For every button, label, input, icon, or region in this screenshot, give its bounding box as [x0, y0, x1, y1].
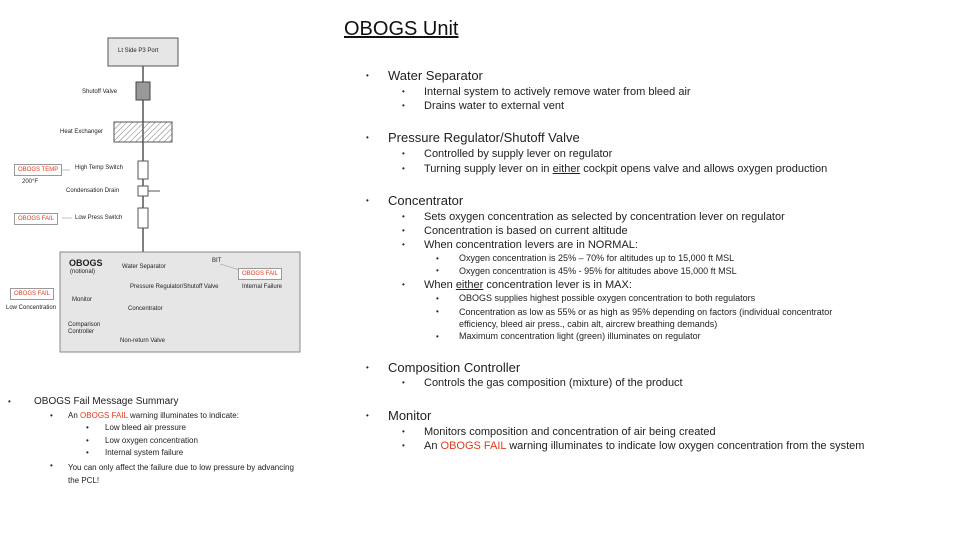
obogs-notional: (notional) — [70, 269, 96, 275]
comp-item1: Controls the gas composition (mixture) of the product — [424, 377, 683, 389]
internal-failure-label: Internal Failure — [242, 284, 283, 290]
temp-threshold: 200°F — [22, 179, 39, 185]
concentrator-heading: Concentrator — [388, 193, 464, 208]
bit-label: BIT — [212, 258, 222, 264]
conc-item2-bullet: • — [402, 226, 405, 235]
obogs-fail-low-press: OBOGS FAIL — [14, 213, 58, 225]
pr-item2-pre: Turning supply lever on in — [424, 163, 550, 175]
max3-bullet: • — [436, 332, 439, 341]
pr-item2-post: cockpit opens valve and allows oxygen production — [583, 163, 828, 175]
summary-item1-bullet: • — [50, 411, 53, 420]
pr-bullet: • — [366, 133, 369, 142]
heat-exchanger-label: Heat Exchanger — [60, 129, 104, 135]
summary-item1 — [68, 411, 239, 420]
obogs-label: OBOGS — [69, 258, 103, 268]
normal2-bullet: • — [436, 266, 439, 275]
max2-bullet: • — [436, 307, 439, 316]
pr-item2 — [424, 163, 827, 175]
summary-bullet: • — [8, 397, 11, 406]
obogs-fail-low-conc: OBOGS FAIL — [10, 288, 54, 300]
summary-item1-pre: An — [68, 411, 78, 420]
concentrator-label: Concentrator — [128, 306, 163, 312]
shutoff-valve-label: Shutoff Valve — [82, 89, 118, 95]
water-separator-heading: Water Separator — [388, 68, 483, 83]
conc-item2: Concentration is based on current altitude — [424, 225, 628, 237]
ws-bullet: • — [366, 71, 369, 80]
summary-item2: You can only affect the failure due to low pressure by advancing the PCL! — [68, 463, 294, 485]
conc-item1-bullet: • — [402, 212, 405, 221]
normal1-bullet: • — [436, 254, 439, 263]
mon-item2-post: warning illuminates to indicate low oxygen concentration from the system — [509, 440, 865, 452]
summary-sub1-bullet: • — [86, 423, 89, 432]
shutoff-valve-shape — [136, 82, 150, 100]
summary-sub2: Low oxygen concentration — [105, 436, 198, 445]
mon-item1: Monitors composition and concentration of air being created — [424, 426, 716, 438]
monitor-heading: Monitor — [388, 408, 432, 423]
summary-item1-post: warning illuminates to indicate: — [129, 411, 239, 420]
condensation-drain-shape — [138, 186, 148, 196]
summary-item2-bullet: • — [50, 461, 53, 470]
obogs-fail-warning-text: OBOGS FAIL — [80, 411, 128, 420]
summary-sub2-bullet: • — [86, 436, 89, 445]
mon-item2-pre: An — [424, 440, 438, 452]
ws-item2: Drains water to external vent — [424, 100, 565, 112]
conc-item3: When concentration levers are in NORMAL: — [424, 239, 638, 251]
mon-bullet: • — [366, 411, 369, 420]
mon-item1-bullet: • — [402, 427, 405, 436]
comp-item1-bullet: • — [402, 378, 405, 387]
normal-item1: Oxygen concentration is 25% – 70% for altitudes up to 15,000 ft MSL — [459, 253, 735, 263]
conc-item4-pre: When — [424, 279, 453, 291]
pressure-regulator-heading: Pressure Regulator/Shutoff Valve — [388, 130, 580, 145]
heat-exchanger-shape — [114, 122, 172, 142]
page-title: OBOGS Unit — [344, 18, 459, 40]
pr-item2-either: either — [552, 163, 581, 175]
pr-item1: Controlled by supply lever on regulator — [424, 148, 613, 160]
low-press-switch-shape — [138, 208, 148, 228]
conc-item4-bullet: • — [402, 280, 405, 289]
summary-sub3: Internal system failure — [105, 448, 184, 457]
comparison-controller-label: Comparison Controller — [68, 322, 101, 335]
low-concentration-label: Low Concentration — [6, 305, 57, 311]
max-item2: Concentration as low as 55% or as high as 95% depending on factors (individual concentrator efficiency, bleed air press., cabin alt, aircrew breathing demands) — [459, 307, 833, 329]
low-press-switch-label: Low Press Switch — [75, 215, 123, 221]
water-separator-label: Water Separator — [122, 264, 166, 270]
ws-item2-bullet: • — [402, 101, 405, 110]
ws-item1: Internal system to actively remove water from bleed air — [424, 86, 691, 98]
conc-item4-post: concentration lever is in MAX: — [486, 279, 632, 291]
pressure-regulator-label: Pressure Regulator/Shutoff Valve — [130, 284, 219, 290]
conc-item3-bullet: • — [402, 240, 405, 249]
summary-heading: OBOGS Fail Message Summary — [34, 396, 179, 407]
condensation-drain-label: Condensation Drain — [66, 188, 120, 194]
max-item3: Maximum concentration light (green) illuminates on regulator — [459, 331, 701, 341]
summary-sub1: Low bleed air pressure — [105, 423, 186, 432]
normal-item2: Oxygen concentration is 45% - 95% for altitudes above 15,000 ft MSL — [459, 266, 737, 276]
high-temp-switch-shape — [138, 161, 148, 179]
max1-bullet: • — [436, 294, 439, 303]
obogs-temp-warning: OBOGS TEMP — [14, 164, 62, 176]
conc-bullet: • — [366, 196, 369, 205]
mon-item2-bullet: • — [402, 441, 405, 450]
ws-item1-bullet: • — [402, 87, 405, 96]
max-item1: OBOGS supplies highest possible oxygen concentration to both regulators — [459, 293, 756, 303]
summary-sub3-bullet: • — [86, 448, 89, 457]
pr-item2-bullet: • — [402, 164, 405, 173]
monitor-label: Monitor — [72, 297, 93, 303]
mon-obogs-fail-text: OBOGS FAIL — [440, 440, 507, 452]
conc-item1: Sets oxygen concentration as selected by concentration lever on regulator — [424, 211, 785, 223]
non-return-valve-label: Non-return Valve — [120, 338, 165, 344]
composition-heading: Composition Controller — [388, 360, 521, 375]
p3-port-label: Lt Side P3 Port — [118, 48, 159, 54]
conc-item4 — [424, 279, 632, 291]
comp-bullet: • — [366, 363, 369, 372]
conc-item4-either: either — [455, 279, 484, 291]
high-temp-switch-label: High Temp Switch — [75, 165, 123, 171]
obogs-fail-bit: OBOGS FAIL — [238, 268, 282, 280]
mon-item2 — [424, 440, 864, 452]
pr-item1-bullet: • — [402, 149, 405, 158]
